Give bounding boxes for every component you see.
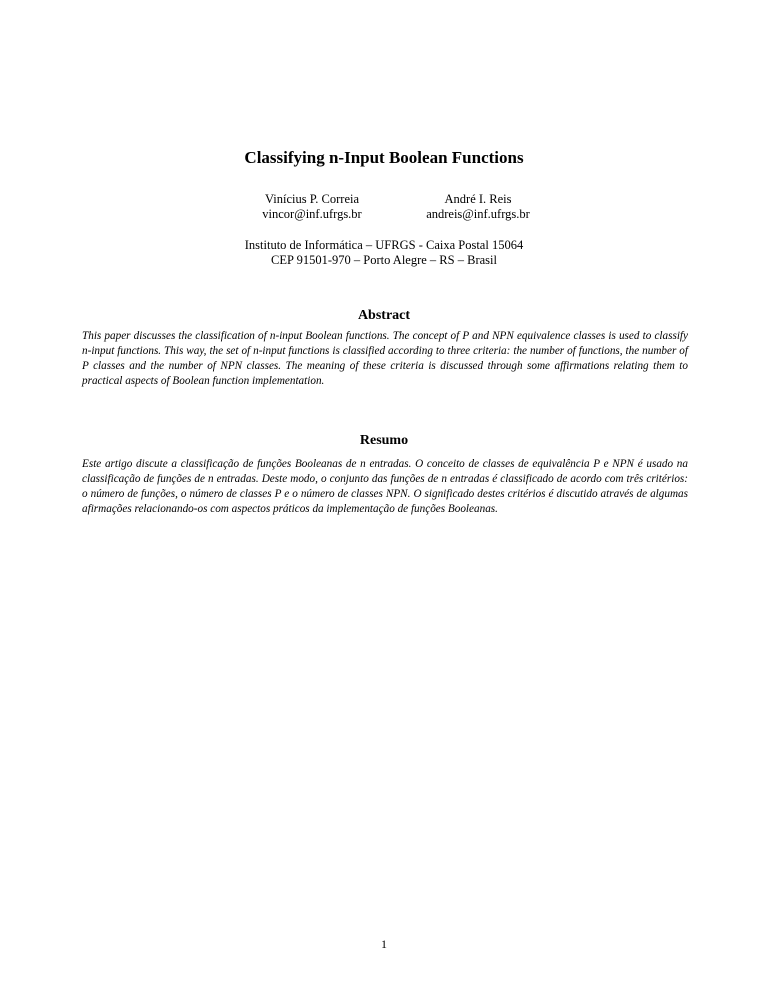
abstract-text: This paper discusses the classification of n-input Boolean functions. The concept of P and NPN equivalence classes is used to classify n-input functions. This way, the set of n-input functions is classified according to three criteria: the number of functions, the number of P classes and the number of NPN classes. The meaning of these criteria is discussed through some affirmations relating them to practical aspects of Boolean function implementation. (82, 330, 688, 387)
paper-title: Classifying n-Input Boolean Functions (244, 148, 524, 167)
author-name: André I. Reis (444, 192, 512, 206)
author-block-2 (378, 192, 578, 222)
author-block-1 (232, 192, 392, 222)
affiliation-line-2: CEP 91501-970 – Porto Alegre – RS – Brasil (271, 253, 497, 267)
affiliation (0, 238, 768, 268)
author-email: andreis@inf.ufrgs.br (426, 207, 530, 221)
affiliation-line-1: Instituto de Informática – UFRGS - Caixa Postal 15064 (244, 238, 524, 252)
resumo-heading: Resumo (359, 433, 409, 448)
resumo-text: Este artigo discute a classificação de funções Booleanas de n entradas. O conceito de classes de equivalência P e NPN é usado na classificação de funções de n entradas. Deste modo, o conjunto das funções de n entradas é classificado de acordo com três critérios: o número de funções, o número de classes P e o número de classes NPN. O significado destes critérios é discutido através de algumas afirmações relacionando-os com aspectos práticos da implementação de funções Booleanas. (82, 458, 688, 515)
abstract-heading: Abstract (357, 308, 411, 323)
page-number: 1 (381, 937, 387, 951)
author-email: vincor@inf.ufrgs.br (262, 207, 362, 221)
author-name: Vinícius P. Correia (264, 192, 360, 206)
